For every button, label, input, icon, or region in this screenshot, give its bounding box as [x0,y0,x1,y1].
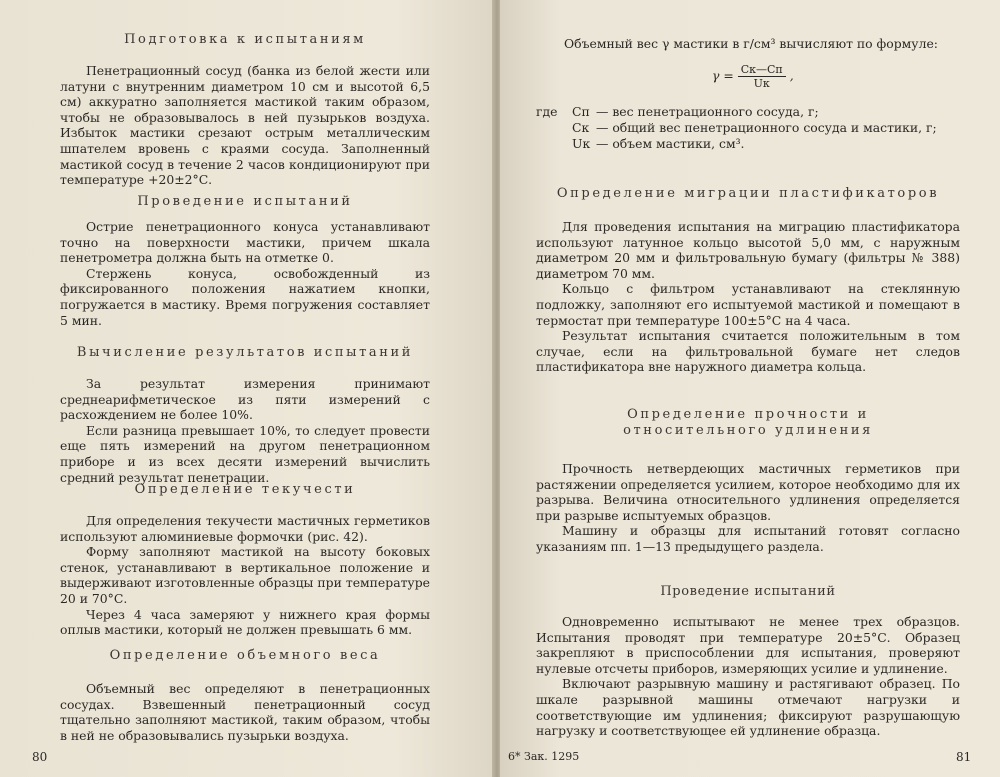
paragraph: Одновременно испытывают не менее трех образцов. Испытания проводят при температуре 20±5°С. Образец закрепляют в приспособлении для испытания, проверяют нулевые отсчеты приборов, измеряющих усилие и удлинение. [536,614,960,676]
definition-lead [536,136,572,152]
section-body [60,219,430,328]
formula-definitions [536,104,966,151]
section-body [60,63,430,188]
left-page [0,0,494,777]
section-heading: Определение объемного веса [109,648,381,663]
formula-intro [538,36,958,52]
formula-denominator: Uк [753,77,770,90]
paragraph: Пенетрационный сосуд (банка из белой жести или латуни с внутренним диаметром 10 см и высотой 6,5 см) аккуратно заполняется мастикой таким образом, чтобы не образовывалось в ней пузырьков воздуха. Избыток мастики срезают острым металлическим шпателем вровень с краями сосуда. Заполненный мастикой сосуд в течение 2 часов кондиционируют при температуре +20±2°С. [60,63,430,188]
paragraph: Стержень конуса, освобожденный из фиксированного положения нажатием кнопки, погружается в мастику. Время погружения составляет 5 мин. [60,265,430,328]
definition-symbol: Ск [572,119,590,135]
section-heading: Определение миграции пластификаторов [556,186,940,201]
formula-numerator: Ск—Сп [738,63,786,77]
paragraph: Объемный вес определяют в пенетрационных сосудах. Взвешенный пенетрационный сосуд тщательно заполняют мастикой, таким образом, чтобы в ней не образовывались пузырьки воздуха. [60,681,430,743]
section-body [60,376,430,485]
formula-fraction [738,63,786,90]
definition-text: — вес пенетрационного сосуда, г; [596,104,819,119]
paragraph: Острие пенетрационного конуса устанавливают точно на поверхности мастики, причем шкала пенетрометра должна быть на отметке 0. [60,219,430,266]
right-page [500,0,1000,777]
definition-text: — общий вес пенетрационного сосуда и мастики, г; [596,119,937,135]
page-number: 80 [32,750,48,764]
paragraph: Результат испытания считается положительным в том случае, если на фильтровальной бумаге нет следов пластификатора вне наружного диаметра кольца. [536,328,960,375]
signature-mark: 6* Зак. 1295 [508,750,580,763]
paragraph: Объемный вес γ мастики в г/см³ вычисляют по формуле: [564,36,938,51]
paragraph: Машину и образцы для испытаний готовят согласно указаниям пп. 1—13 предыдущего раздела. [536,523,960,554]
section-heading: Проведение испытаний [660,584,836,599]
paragraph: Включают разрывную машину и растягивают образец. По шкале разрывной машины отмечают нагрузки и соответствующие им удлинения; фиксируют разрушающую нагрузку и соответствующее ей удлинение образца. [536,676,960,739]
paragraph: Если разница превышает 10%, то следует провести еще пять измерений на другом пенетрационном приборе и из всех десяти измерений вычислить средний результат пенетрации. [60,422,430,485]
section-body [60,681,430,743]
paragraph: Форму заполняют мастикой на высоту боковых стенок, устанавливают в вертикальное положение и выдерживают изготовленные образцы при температуре 20 и 70°С. [60,544,430,606]
volume-weight-formula [712,63,794,90]
definition-row [536,104,966,120]
section-body [536,219,960,375]
definition-lead: где [536,104,558,119]
section-body [536,614,960,739]
section-body [536,461,960,555]
paragraph: Для проведения испытания на миграцию пластификатора используют латунное кольцо высотой 5,0 мм, с наружным диаметром 20 мм и фильтровальную бумагу (фильтры № 388) диаметром 70 мм. [536,219,960,281]
definition-symbol: Сп [572,104,590,119]
paragraph: Для определения текучести мастичных герметиков используют алюминиевые формочки (рис. 42). [60,513,430,544]
heading-line: относительного удлинения [623,423,873,438]
paragraph: Кольцо с фильтром устанавливают на стеклянную подложку, заполняют его испытуемой мастикой и помещают в термостат при температуре 100±5°С на 4 часа. [536,281,960,328]
formula-lhs: γ = [712,68,734,83]
page-number: 81 [956,750,972,764]
section-heading: Определение текучести [134,482,356,497]
section-heading: Подготовка к испытаниям [124,32,366,47]
definition-row [536,136,966,152]
heading-line: Определение прочности и [627,407,869,422]
formula-trail: , [789,68,794,83]
section-heading: Проведение испытаний [137,194,353,209]
definition-row [536,120,966,136]
definition-lead [536,120,572,136]
definition-symbol: Uк [572,135,591,151]
definition-text: — объем мастики, см³. [596,135,745,151]
paragraph: За результат измерения принимают среднеарифметическое из пяти измерений с расхождением не более 10%. [60,376,430,423]
section-body [60,513,430,638]
section-heading [538,407,958,439]
paragraph: Через 4 часа замеряют у нижнего края формы оплыв мастики, который не должен превышать 6 мм. [60,606,430,638]
section-heading: Вычисление результатов испытаний [76,345,414,360]
paragraph: Прочность нетвердеющих мастичных герметиков при растяжении определяется усилием, которое необходимо для их разрыва. Величина относительного удлинения определяется при разрыве испытуемых образцов. [536,461,960,523]
